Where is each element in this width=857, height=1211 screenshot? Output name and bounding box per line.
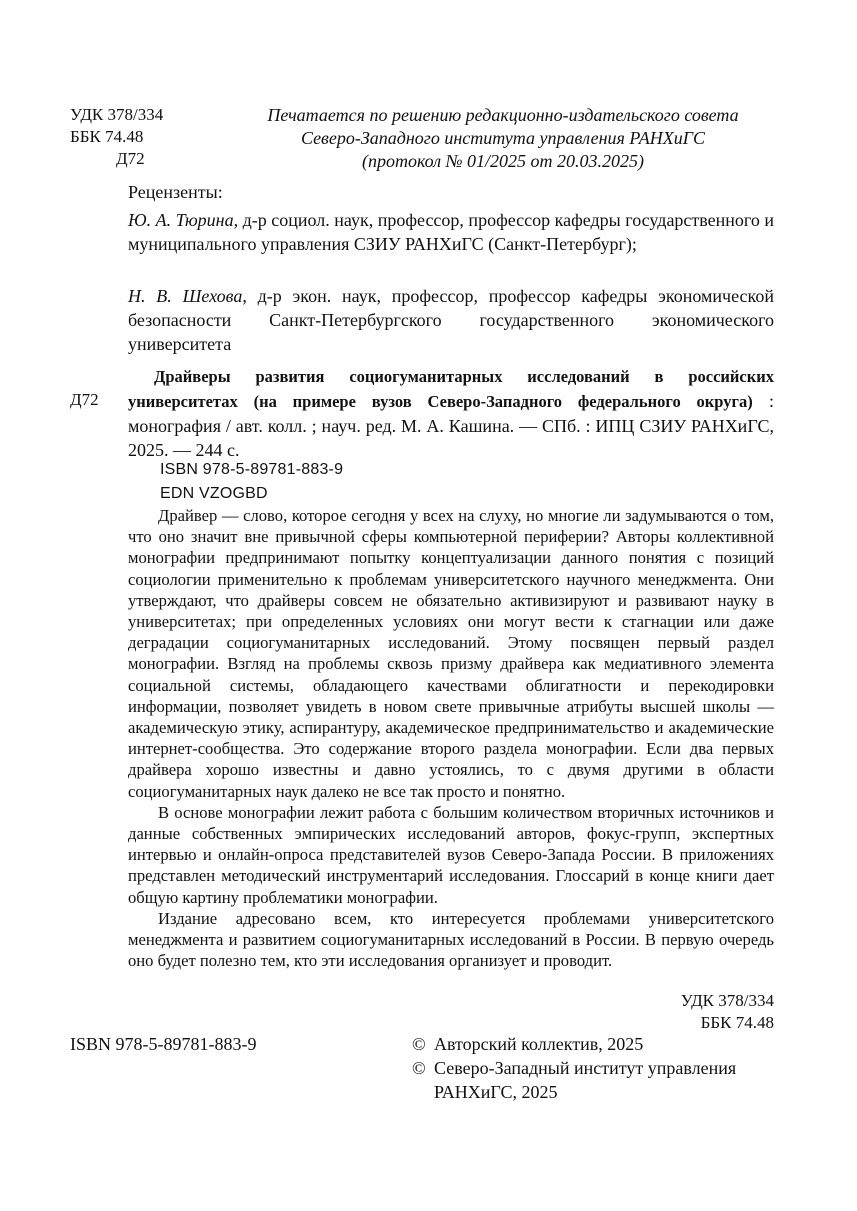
classification-bottom <box>600 990 774 1034</box>
udk-code-top: УДК 378/334 <box>70 105 164 124</box>
reviewer-2-name: Н. В. Шехова <box>128 286 243 306</box>
isbn-bottom: ISBN 978-5-89781-883-9 <box>70 1034 257 1054</box>
bbk-code-bottom: ББК 74.48 <box>700 1013 774 1032</box>
publication-imprint <box>238 104 768 173</box>
reviewer-1-description: д-р социол. наук, профессор, профессор кафедры государственного и муниципального управления СЗИУ РАНХиГС (Санкт-Петербург); <box>128 210 775 254</box>
bibliographic-description <box>128 364 774 462</box>
copyright-text-1: Авторский коллектив, 2025 <box>434 1034 644 1054</box>
abstract-paragraph-3: Издание адресовано всем, кто интересуется проблемами университетского менеджмента и развитием социогуманитарных исследований в России. В первую очередь оно будет полезно тем, кто эти исследования организует и проводит. <box>128 908 774 971</box>
book-title: Драйверы развития социогуманитарных исследований в российских университетах (на примере вузов Северо-Западного федерального округа) <box>128 367 774 411</box>
imprint-line-2: Северо-Западного института управления РАНХиГС <box>300 128 706 148</box>
imprint-line-1: Печатается по решению редакционно-издательского совета <box>267 105 739 125</box>
reviewers-heading: Рецензенты: <box>128 182 223 202</box>
imprint-line-3: (протокол № 01/2025 от 20.03.2025) <box>361 151 645 171</box>
reviewer-1-name: Ю. А. Тюрина, <box>128 210 239 230</box>
book-details: : монография / авт. колл. ; науч. ред. М. А. Кашина. — СПб. : ИПЦ СЗИУ РАНХиГС, 2025. — 244 с. <box>128 391 774 460</box>
copyright-line-2 <box>412 1056 782 1104</box>
copyright-text-2: Северо-Западный институт управления РАНХиГС, 2025 <box>434 1058 737 1102</box>
reviewer-2-description: , д-р экон. наук, профессор, профессор кафедры экономической безопасности Санкт-Петербургского государственного экономического университета <box>128 286 774 354</box>
copyright-symbol: © <box>412 1034 426 1054</box>
author-sign-top: Д72 <box>116 149 145 168</box>
reviewer-2 <box>128 284 774 356</box>
copyright-line-1 <box>412 1032 782 1056</box>
isbn-identifier: ISBN 978-5-89781-883-9 <box>160 461 344 478</box>
copyright-symbol: © <box>412 1058 426 1078</box>
abstract-paragraph-1: Драйвер — слово, которое сегодня у всех на слуху, но многие ли задумываются о том, что оно значит вне привычной сферы компьютерной периферии? Авторы коллективной монографии предпринимают попытку концептуализации данного понятия с позиций социологии применительно к проблемам университетского научного менеджмента. Они утверждают, что драйверы совсем не обязательно активизируют и развивают науку в университетах; при определенных условиях они могут вести к стагнации или даже деградации социогуманитарных исследований. Этому посвящен первый раздел монографии. Взгляд на проблемы сквозь призму драйвера как медиативного элемента социальной системы, обладающего качествами облигатности и перекодировки информации, позволяет увидеть в новом свете привычные атрибуты высшей школы — академическую этику, аспирантуру, академическое предпринимательство и академические интернет-сообщества. Это содержание второго раздела монографии. Если два первых драйвера хорошо известны и давно устоялись, то с двумя другими в области социогуманитарных наук далеко не все так просто и понятно. <box>128 506 774 801</box>
reviewer-1 <box>128 208 774 256</box>
author-sign-left: Д72 <box>70 390 99 409</box>
bibliographic-record <box>128 364 774 462</box>
bbk-code-top: ББК 74.48 <box>70 127 144 146</box>
copyright-block <box>412 1032 782 1104</box>
abstract-paragraph-2: В основе монографии лежит работа с большим количеством вторичных источников и данные собственных эмпирических исследований авторов, фокус-групп, экспертных интервью и онлайн-опроса представителей вузов Северо-Запада России. В приложениях представлен методический инструментарий исследования. Глоссарий в конце книги дает общую картину проблематики монографии. <box>128 802 774 907</box>
udk-code-bottom: УДК 378/334 <box>680 991 774 1010</box>
abstract <box>128 505 774 971</box>
edn-identifier: EDN VZOGBD <box>160 485 268 502</box>
